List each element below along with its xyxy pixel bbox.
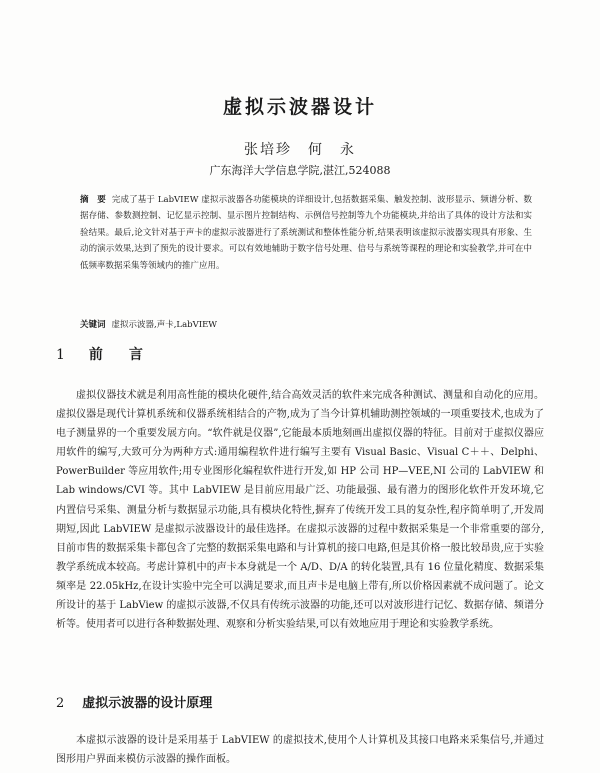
- abstract-label: 摘 要: [80, 195, 106, 205]
- paper-title: 虚拟示波器设计: [222, 96, 377, 118]
- keywords-label: 关键词: [80, 320, 106, 330]
- section-2-number: 2: [56, 696, 65, 711]
- keywords: [80, 318, 532, 332]
- section-1-body: 虚拟仪器技术就是利用高性能的模块化硬件,结合高效灵活的软件来完成各种测试、测量和自动化的应用。虚拟仪器是现代计算机系统和仪器系统相结合的产物,成为了当今计算机辅助测控领域的一项重要技术,也成为了电子测量界的一个重要发展方向。“软件就是仪器”,它能最本质地刻画出虚拟仪器的特征。目前对于虚拟仪器应用软件的编写,大致可分为两种方式:通用编程软件进行编写主要有 Visual Basic、Visual C＋＋、Delphi、PowerBuilder 等应用软件;用专业图形化编程软件进行开发,如 HP 公司 HP—VEE,NI 公司的 LabVIEW 和 Lab windows/CVI 等。其中 LabVIEW 是目前应用最广泛、功能最强、最有潜力的图形化软件开发环境,它内置信号采集、测量分析与数据显示功能,具有模块化特性,摒弃了传统开发工具的复杂性,程序简单明了,开发周期短,因此 LabVIEW 是虚拟示波器设计的最佳选择。在虚拟示波器的过程中数据采集是一个非常重要的部分,目前市售的数据采集卡都包含了完整的数据采集电路和与计算机的接口电路,但是其价格一般比较昂贵,应于实验教学系统成本较高。考虑计算机中的声卡本身就是一个 A/D、D/A 的转化装置,具有 16 位量化精度、数据采集频率是 22.05kHz,在设计实验中完全可以满足要求,而且声卡是电脑上带有,所以价格因素就不成问题了。论文所设计的基于 LabView 的虚拟示波器,不仅具有传统示波器的功能,还可以对波形进行记忆、数据存储、频谱分析等。使用者可以进行各种数据处理、观察和分析实验结果,可以有效地应用于理论和实验教学系统。: [56, 390, 544, 631]
- abstract-text: 完成了基于 LabVIEW 虚拟示波器各功能模块的详细设计,包括数据采集、触发控制、波形显示、频谱分析、数据存储、参数测控制、记忆显示控制、显示图片控制结构、示例信号控制等九个功能模块,并给出了具体的设计方法和实验结果。最后,论文针对基于声卡的虚拟示波器进行了系统测试和整体性能分析,结果表明该虚拟示波器实现具有形象、生动的演示效果,达到了预先的设计要求。可以有效地辅助于数字信号处理、信号与系统等课程的理论和实验教学,并可在中低频率数据采集等领域内的推广应用。: [80, 195, 532, 271]
- section-2-body: 本虚拟示波器的设计是采用基于 LabVIEW 的虚拟技术,使用个人计算机及其接口电路来采集信号,并通过图形用户界面来模仿示波器的操作面板。: [56, 735, 544, 765]
- section-2-title: 虚拟示波器的设计原理: [82, 696, 213, 711]
- paper-affiliation: 广东海洋大学信息学院,湛江,524088: [209, 164, 391, 177]
- keywords-text: 虚拟示波器,声卡,LabVIEW: [111, 320, 218, 330]
- paper-authors: 张培珍 何 永: [244, 142, 356, 158]
- section-1-heading: [56, 344, 149, 364]
- section-1-number: 1: [56, 347, 71, 363]
- abstract: [80, 192, 532, 274]
- section-1-title: 前 言: [88, 347, 149, 363]
- section-2-heading: [56, 692, 212, 711]
